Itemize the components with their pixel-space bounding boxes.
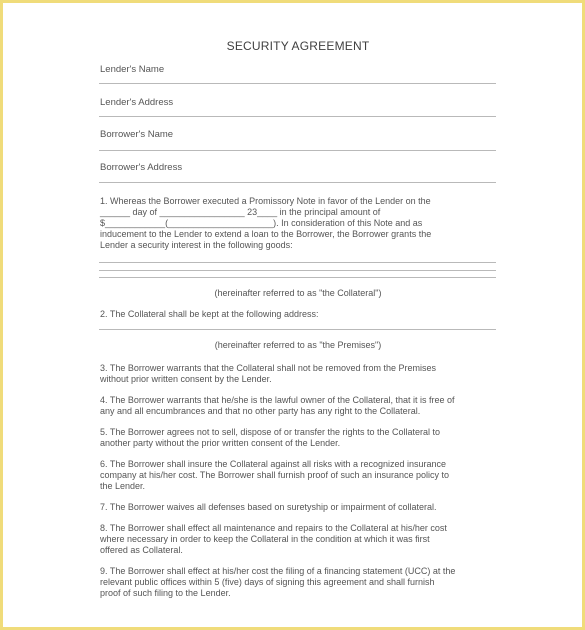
premises-address-line[interactable]	[99, 329, 496, 330]
clause-5: 5. The Borrower agrees not to sell, dispose of or transfer the rights to the Collateral to another party without the prior written consent of the Lender.	[100, 427, 441, 448]
borrowers-name-label: Borrower's Name	[100, 129, 174, 140]
borrowers-address-label: Borrower's Address	[100, 162, 183, 173]
premises-note: (hereinafter referred to as "the Premises")	[214, 340, 382, 350]
lenders-name-line[interactable]	[99, 83, 496, 84]
goods-line-3[interactable]	[99, 277, 496, 278]
clause-6: 6. The Borrower shall insure the Collateral against all risks with a recognized insurance company at his/her cost. The Borrower shall furnish proof of such an insurance policy to the Lender.	[100, 459, 450, 491]
lenders-address-line[interactable]	[99, 116, 496, 117]
borrowers-name-line[interactable]	[99, 150, 496, 151]
clause-4: 4. The Borrower warrants that he/she is the lawful owner of the Collateral, that it is free of any and all encumbrances and that no other party has any right to the Collateral.	[100, 395, 455, 416]
collateral-note: (hereinafter referred to as "the Collateral")	[214, 288, 382, 298]
clause-7: 7. The Borrower waives all defenses based on suretyship or impairment of collateral.	[100, 502, 437, 512]
borrowers-address-line[interactable]	[99, 182, 496, 183]
document-title: SECURITY AGREEMENT	[226, 39, 370, 53]
clause-1: 1. Whereas the Borrower executed a Promissory Note in favor of the Lender on the ______ day of _________________ 23____ in the principal amount of $____________(_____________________). In consideration of this Note and as inducement to the Lender to extend a loan to the Borrower, the Borrower grants the Lender a security interest in the following goods:	[100, 196, 432, 250]
goods-line-2[interactable]	[99, 270, 496, 271]
clause-2: 2. The Collateral shall be kept at the following address:	[100, 309, 319, 319]
clause-8: 8. The Borrower shall effect all maintenance and repairs to the Collateral at his/her cost where necessary in order to keep the Collateral in the condition at which it was first offered as Collateral.	[100, 523, 447, 555]
goods-line-1[interactable]	[99, 262, 496, 263]
clause-3: 3. The Borrower warrants that the Collateral shall not be removed from the Premises without prior written consent by the Lender.	[100, 363, 436, 384]
lenders-name-label: Lender's Name	[100, 64, 165, 75]
clause-9: 9. The Borrower shall effect at his/her cost the filing of a financing statement (UCC) at the relevant public offices within 5 (five) days of signing this agreement and shall furnish proof of such filing to the Lender.	[100, 566, 456, 598]
lenders-address-label: Lender's Address	[100, 97, 174, 108]
